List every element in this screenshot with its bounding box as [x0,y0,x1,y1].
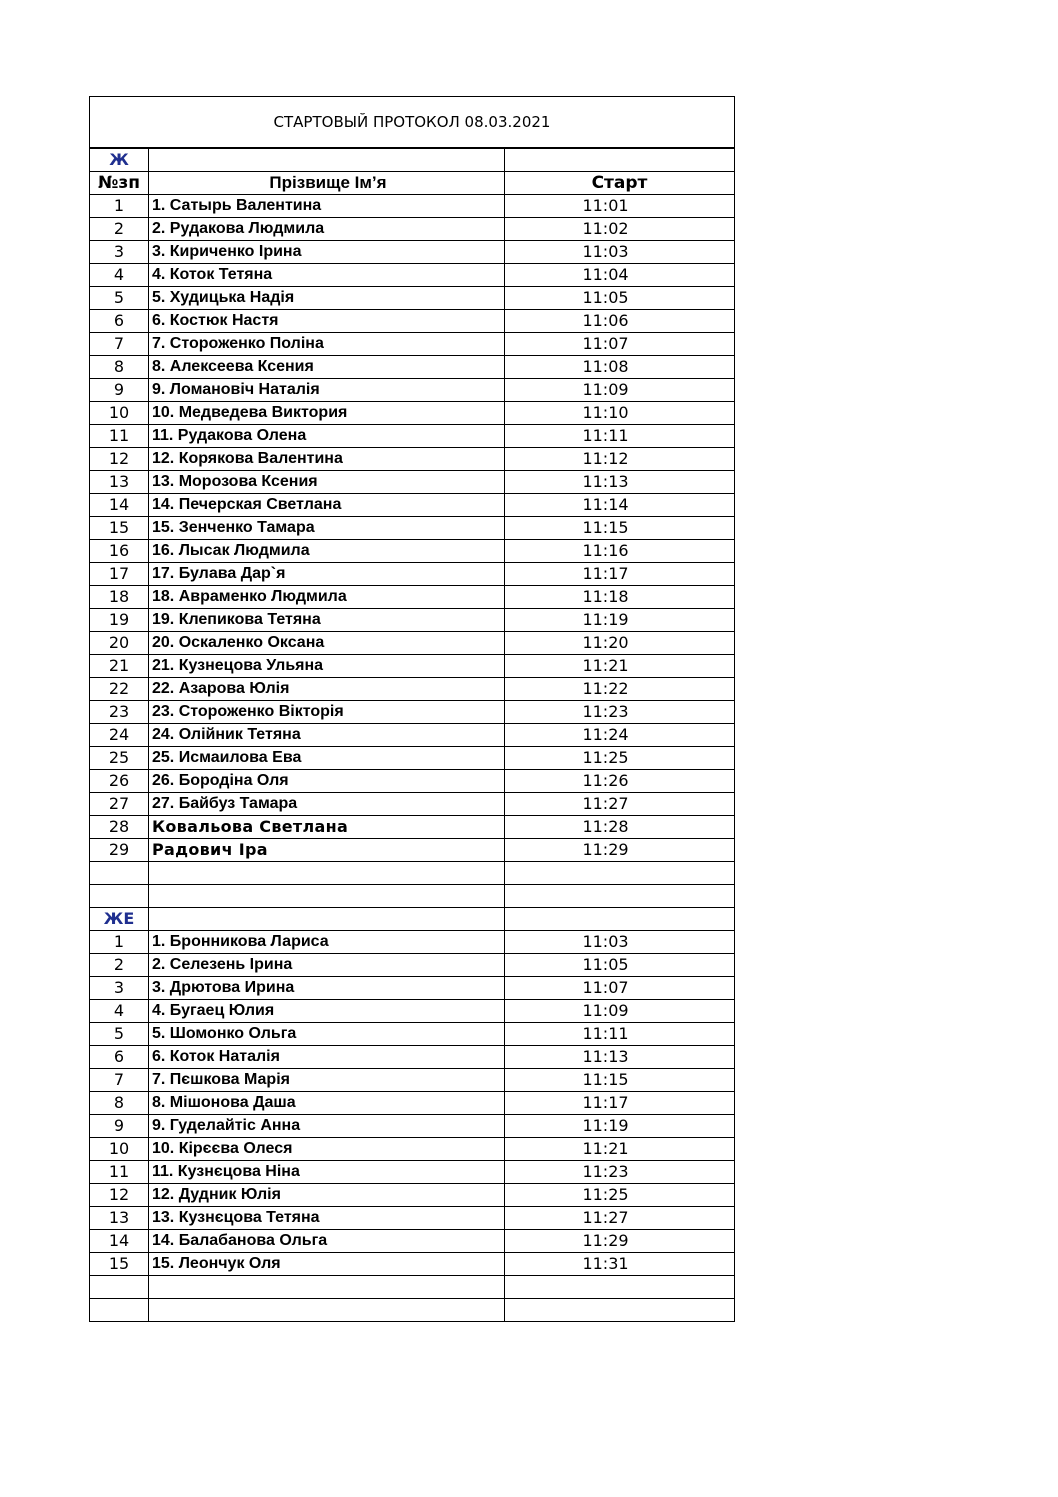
table-row [90,402,735,425]
start-time-text: 11:25 [582,1185,629,1204]
start-time [505,540,735,563]
start-time [505,655,735,678]
start-time [505,1092,735,1115]
row-number: 6 [90,310,149,333]
header-start-text: Старт [591,173,648,193]
participant-name: 3. Дрютова Ирина [149,977,505,1000]
start-time [505,793,735,816]
table-row [90,839,735,862]
table-row [90,1161,735,1184]
participant-name: 14. Балабанова Ольга [149,1230,505,1253]
table-row [90,747,735,770]
row-number: 14 [90,1230,149,1253]
table-row [90,195,735,218]
start-time [505,1069,735,1092]
start-time [505,1207,735,1230]
start-time-text: 11:06 [582,311,629,330]
start-time [505,701,735,724]
start-time-text: 11:27 [582,1208,629,1227]
row-number: 15 [90,517,149,540]
table-row [90,816,735,839]
start-time [505,977,735,1000]
start-time [505,816,735,839]
table-row [90,954,735,977]
start-time [505,724,735,747]
start-time [505,494,735,517]
row-number: 13 [90,1207,149,1230]
table-row [90,1230,735,1253]
start-time [505,839,735,862]
start-time-text: 11:13 [582,1047,629,1066]
table-row [90,977,735,1000]
header-num: №зп [90,172,149,195]
table-row [90,379,735,402]
blank-cell [149,1276,505,1299]
blank-row [90,885,735,908]
table-row [90,770,735,793]
table-row [90,701,735,724]
participant-name: 1. Сатырь Валентина [149,195,505,218]
start-time [505,287,735,310]
blank-cell [149,862,505,885]
blank-cell [505,148,735,172]
table-row [90,1253,735,1276]
start-time [505,402,735,425]
start-time-text: 11:24 [582,725,629,744]
start-time-text: 11:22 [582,679,629,698]
start-time [505,563,735,586]
row-number: 22 [90,678,149,701]
blank-cell [149,148,505,172]
row-number: 4 [90,264,149,287]
row-number: 16 [90,540,149,563]
start-time-text: 11:01 [582,196,629,215]
start-time-text: 11:14 [582,495,629,514]
row-number: 11 [90,425,149,448]
row-number: 29 [90,839,149,862]
start-time-text: 11:27 [582,794,629,813]
blank-cell [90,1299,149,1322]
participant-name: 11. Кузнєцова Ніна [149,1161,505,1184]
start-time-text: 11:05 [582,955,629,974]
table-row [90,1115,735,1138]
participant-name: Ковальова Светлана [149,816,505,839]
participant-name: 8. Мішонова Даша [149,1092,505,1115]
participant-name: 19. Клепикова Тетяна [149,609,505,632]
start-time-text: 11:08 [582,357,629,376]
table-row [90,333,735,356]
blank-row [90,1299,735,1322]
row-number: 4 [90,1000,149,1023]
blank-cell [505,862,735,885]
start-time-text: 11:21 [582,1139,629,1158]
participant-name: 11. Рудакова Олена [149,425,505,448]
participant-name: Радович Іра [149,839,505,862]
start-time [505,333,735,356]
participant-name: 14. Печерская Светлана [149,494,505,517]
start-time [505,195,735,218]
start-time [505,264,735,287]
start-time-text: 11:20 [582,633,629,652]
start-time [505,471,735,494]
table-row [90,678,735,701]
row-number: 13 [90,471,149,494]
table-row [90,1184,735,1207]
start-time-text: 11:23 [582,702,629,721]
row-number: 3 [90,241,149,264]
participant-name: 9. Ломановіч Наталія [149,379,505,402]
start-time-text: 11:03 [582,932,629,951]
row-number: 7 [90,333,149,356]
start-time-text: 11:26 [582,771,629,790]
start-time [505,356,735,379]
participant-name: 21. Кузнецова Ульяна [149,655,505,678]
row-number: 25 [90,747,149,770]
row-number: 5 [90,1023,149,1046]
table-row [90,1207,735,1230]
row-number: 1 [90,195,149,218]
row-number: 17 [90,563,149,586]
row-number: 9 [90,379,149,402]
start-time-text: 11:16 [582,541,629,560]
start-time [505,931,735,954]
start-protocol-table [89,96,735,1322]
participant-name: 23. Стороженко Вікторія [149,701,505,724]
table-row [90,1138,735,1161]
row-number: 9 [90,1115,149,1138]
blank-row [90,1276,735,1299]
start-time [505,678,735,701]
start-time-text: 11:07 [582,978,629,997]
start-time-text: 11:11 [582,1024,629,1043]
start-time [505,1138,735,1161]
table-row [90,609,735,632]
start-time [505,1161,735,1184]
start-time [505,1023,735,1046]
row-number: 23 [90,701,149,724]
participant-name: 24. Олійник Тетяна [149,724,505,747]
participant-name: 16. Лысак Людмила [149,540,505,563]
start-time [505,747,735,770]
blank-cell [90,885,149,908]
start-time-text: 11:21 [582,656,629,675]
start-time-text: 11:07 [582,334,629,353]
group-row [90,908,735,931]
table-row [90,724,735,747]
start-time [505,425,735,448]
participant-name: 5. Шомонко Ольга [149,1023,505,1046]
blank-cell [505,908,735,931]
participant-name: 10. Кірєєва Олеся [149,1138,505,1161]
start-time [505,1000,735,1023]
table-row [90,425,735,448]
row-number: 12 [90,1184,149,1207]
start-time-text: 11:23 [582,1162,629,1181]
blank-cell [505,1299,735,1322]
start-time [505,954,735,977]
row-number: 7 [90,1069,149,1092]
start-time-text: 11:09 [582,1001,629,1020]
start-time [505,1253,735,1276]
table-row [90,1023,735,1046]
table-row [90,655,735,678]
start-time [505,1184,735,1207]
table-row [90,241,735,264]
blank-row [90,862,735,885]
row-number: 2 [90,218,149,241]
start-time [505,517,735,540]
row-number: 11 [90,1161,149,1184]
row-number: 18 [90,586,149,609]
table-row [90,494,735,517]
header-name: Прізвище Ім’я [149,172,505,195]
group-row [90,148,735,172]
participant-name: 6. Костюк Настя [149,310,505,333]
table-row [90,793,735,816]
start-time-text: 11:29 [582,840,629,859]
participant-name: 27. Байбуз Тамара [149,793,505,816]
row-number: 15 [90,1253,149,1276]
blank-cell [149,1299,505,1322]
blank-cell [149,908,505,931]
row-number: 8 [90,356,149,379]
title-row [90,97,735,149]
start-time-text: 11:29 [582,1231,629,1250]
participant-name: 3. Кириченко Ірина [149,241,505,264]
start-time [505,1046,735,1069]
header-row [90,172,735,195]
table-row [90,471,735,494]
participant-name: 1. Бронникова Лариса [149,931,505,954]
row-number: 26 [90,770,149,793]
start-time-text: 11:28 [582,817,629,836]
row-number: 10 [90,1138,149,1161]
start-time-text: 11:03 [582,242,629,261]
participant-name: 20. Оскаленко Оксана [149,632,505,655]
start-time [505,586,735,609]
blank-cell [90,1276,149,1299]
start-time-text: 11:05 [582,288,629,307]
row-number: 5 [90,287,149,310]
table-row [90,540,735,563]
participant-name: 8. Алексеева Ксения [149,356,505,379]
start-time-text: 11:11 [582,426,629,445]
start-time [505,1230,735,1253]
row-number: 21 [90,655,149,678]
group-label: ЖЕ [90,908,149,931]
start-protocol-body [90,97,735,1322]
start-time [505,241,735,264]
row-number: 6 [90,1046,149,1069]
participant-name: 2. Селезень Ірина [149,954,505,977]
header-start [505,172,735,195]
start-time-text: 11:17 [582,1093,629,1112]
group-label: Ж [90,148,149,172]
participant-name: 26. Бородіна Оля [149,770,505,793]
table-row [90,586,735,609]
table-row [90,931,735,954]
participant-name: 25. Исмаилова Ева [149,747,505,770]
start-time [505,218,735,241]
blank-cell [149,885,505,908]
table-row [90,264,735,287]
row-number: 10 [90,402,149,425]
participant-name: 2. Рудакова Людмила [149,218,505,241]
start-time [505,448,735,471]
row-number: 1 [90,931,149,954]
blank-cell [505,885,735,908]
participant-name: 17. Булава Дар`я [149,563,505,586]
start-time-text: 11:15 [582,518,629,537]
start-time-text: 11:17 [582,564,629,583]
start-time [505,770,735,793]
start-time [505,609,735,632]
blank-cell [90,862,149,885]
start-time-text: 11:25 [582,748,629,767]
participant-name: 22. Азарова Юлія [149,678,505,701]
table-row [90,1000,735,1023]
participant-name: 7. Стороженко Поліна [149,333,505,356]
participant-name: 10. Медведева Виктория [149,402,505,425]
start-time-text: 11:10 [582,403,629,422]
table-row [90,1046,735,1069]
start-time-text: 11:09 [582,380,629,399]
participant-name: 13. Кузнєцова Тетяна [149,1207,505,1230]
start-time [505,1115,735,1138]
row-number: 24 [90,724,149,747]
participant-name: 12. Дудник Юлія [149,1184,505,1207]
start-time-text: 11:04 [582,265,629,284]
row-number: 27 [90,793,149,816]
table-row [90,218,735,241]
row-number: 20 [90,632,149,655]
participant-name: 5. Худицька Надія [149,287,505,310]
table-row [90,356,735,379]
start-time-text: 11:19 [582,610,629,629]
start-time [505,310,735,333]
start-time-text: 11:13 [582,472,629,491]
start-time-text: 11:31 [582,1254,629,1273]
row-number: 3 [90,977,149,1000]
start-time-text: 11:12 [582,449,629,468]
table-row [90,1092,735,1115]
participant-name: 4. Бугаец Юлия [149,1000,505,1023]
start-time-text: 11:02 [582,219,629,238]
participant-name: 9. Гуделайтіс Анна [149,1115,505,1138]
participant-name: 15. Зенченко Тамара [149,517,505,540]
participant-name: 15. Леончук Оля [149,1253,505,1276]
row-number: 14 [90,494,149,517]
row-number: 8 [90,1092,149,1115]
table-row [90,563,735,586]
row-number: 28 [90,816,149,839]
start-time [505,379,735,402]
row-number: 12 [90,448,149,471]
table-row [90,517,735,540]
participant-name: 4. Коток Тетяна [149,264,505,287]
table-row [90,287,735,310]
table-row [90,1069,735,1092]
table-row [90,310,735,333]
participant-name: 7. Пєшкова Марія [149,1069,505,1092]
start-time-text: 11:18 [582,587,629,606]
participant-name: 13. Морозова Ксения [149,471,505,494]
page-title: СТАРТОВЫЙ ПРОТОКОЛ 08.03.2021 [90,97,735,149]
blank-cell [505,1276,735,1299]
start-time-text: 11:15 [582,1070,629,1089]
participant-name: 18. Авраменко Людмила [149,586,505,609]
row-number: 19 [90,609,149,632]
participant-name: 12. Корякова Валентина [149,448,505,471]
start-time-text: 11:19 [582,1116,629,1135]
table-row [90,632,735,655]
row-number: 2 [90,954,149,977]
participant-name: 6. Коток Наталія [149,1046,505,1069]
table-row [90,448,735,471]
start-time [505,632,735,655]
